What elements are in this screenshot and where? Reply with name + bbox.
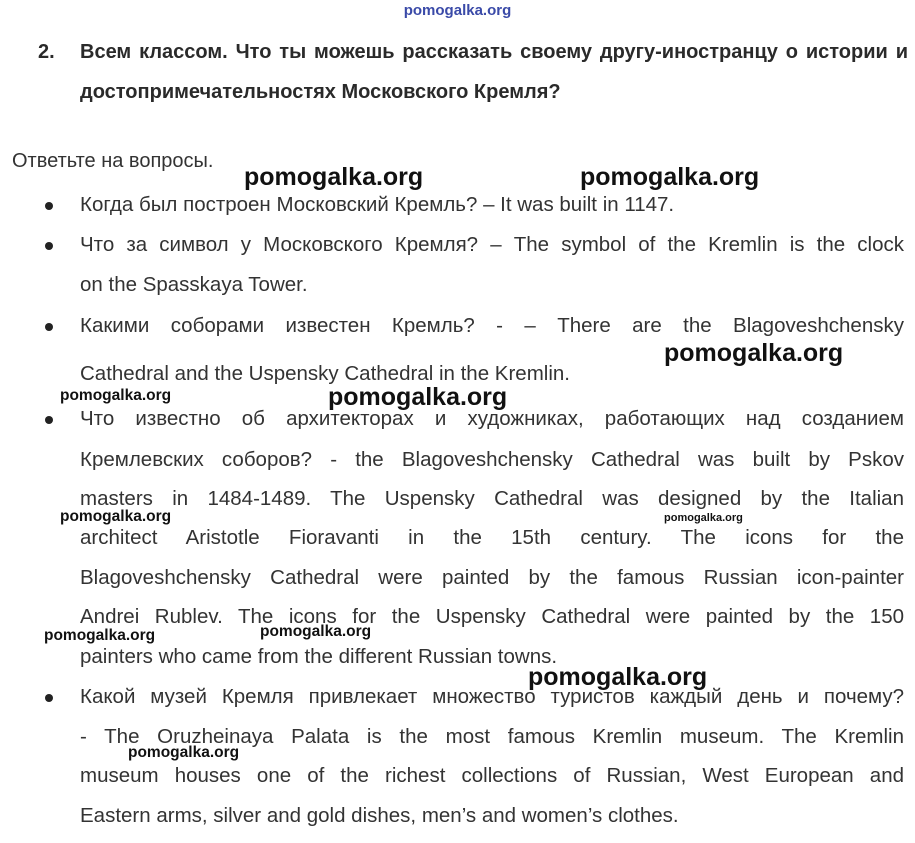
- question-2-line-1: Что за символ у Московского Кремля? – The symbol of the Kremlin is the clock: [80, 233, 904, 256]
- bullet-1: [45, 202, 53, 210]
- question-3-line-1: Какими соборами известен Кремль? - – There are the Blagoveshchensky: [80, 314, 904, 337]
- watermark: pomogalka.org: [244, 163, 424, 191]
- question-4-line-3: masters in 1484-1489. The Uspensky Cathedral was designed by the Italian: [80, 487, 904, 510]
- watermark: pomogalka.org: [528, 663, 708, 691]
- bullet-3: [45, 323, 53, 331]
- question-1-line-1: Когда был построен Московский Кремль? – It was built in 1147.: [80, 193, 675, 216]
- task-text: Всем классом. Что ты можешь рассказать своему другу-иностранцу о истории и достопримечательностях Московского Кремля?: [80, 41, 908, 103]
- question-5-line-4: Eastern arms, silver and gold dishes, men’s and women’s clothes.: [80, 804, 679, 827]
- intro-text: Ответьте на вопросы.: [12, 150, 214, 172]
- watermark: pomogalka.org: [580, 163, 760, 191]
- watermark: pomogalka.org: [60, 508, 172, 525]
- bullet-4: [45, 416, 53, 424]
- question-4-line-7: painters who came from the different Russian towns.: [80, 645, 558, 668]
- task-number: 2.: [38, 41, 55, 63]
- question-4-line-6: Andrei Rublev. The icons for the Uspensky Cathedral were painted by the 150: [80, 605, 904, 628]
- watermark: pomogalka.org: [260, 623, 372, 640]
- question-4-line-4: architect Aristotle Fioravanti in the 15th century. The icons for the: [80, 526, 904, 549]
- question-2-line-2: on the Spasskaya Tower.: [80, 273, 308, 296]
- question-4-line-1: Что известно об архитекторах и художниках, работающих над созданием: [80, 407, 904, 430]
- watermark: pomogalka.org: [44, 627, 156, 644]
- question-5-line-1: Какой музей Кремля привлекает множество туристов каждый день и почему?: [80, 685, 904, 708]
- question-5-line-2: - The Oruzheinaya Palata is the most famous Kremlin museum. The Kremlin: [80, 725, 904, 748]
- bullet-5: [45, 694, 53, 702]
- watermark: pomogalka.org: [664, 339, 844, 367]
- question-5-line-3: museum houses one of the richest collections of Russian, West European and: [80, 764, 904, 787]
- watermark: pomogalka.org: [328, 383, 508, 411]
- top-watermark: pomogalka.org: [403, 2, 512, 19]
- watermark: pomogalka.org: [128, 744, 240, 761]
- watermark: pomogalka.org: [664, 512, 743, 524]
- watermark: pomogalka.org: [60, 387, 172, 404]
- question-4-line-5: Blagoveshchensky Cathedral were painted by the famous Russian icon-painter: [80, 566, 904, 589]
- question-3-line-2: Cathedral and the Uspensky Cathedral in the Kremlin.: [80, 362, 570, 385]
- question-4-line-2: Кремлевских соборов? - the Blagoveshchensky Cathedral was built by Pskov: [80, 448, 904, 471]
- bullet-2: [45, 242, 53, 250]
